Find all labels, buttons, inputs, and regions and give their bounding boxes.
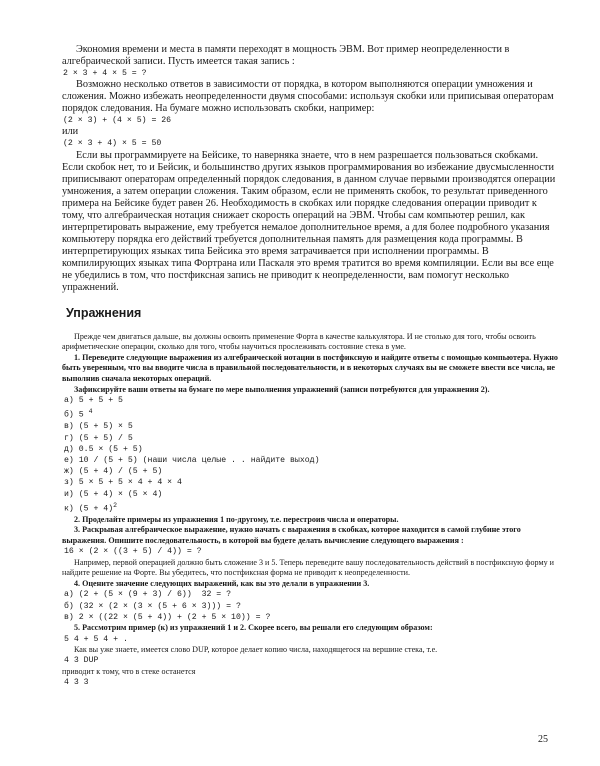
list-item: к) $(5 + 4)^2$: [64, 501, 118, 514]
exercise-5-code-dup: 4 3 DUP: [64, 656, 99, 666]
paragraph-economy: Экономия времени и места в памяти переходят в мощность ЭВМ. Вот пример неопределенности в алгебраической записи. Пусть имеется такая запись :: [62, 44, 510, 67]
list-item: в) 2 × ((22 × (5 + 4)) + (2 + 5 × 10)) = ?: [64, 612, 271, 622]
exercise-4: 4. Оцените значение следующих выражений, как вы это делали в упражнении 3.: [74, 578, 370, 588]
list-item: б) (32 × (2 × (3 × (5 + 6 × 3))) = ?: [64, 601, 241, 611]
list-item: з) 5 × 5 + 5 × 4 + 4 × 4: [64, 478, 182, 488]
list-item: ж) (5 + 4) / (5 + 5): [64, 467, 163, 477]
paragraph-order: Возможно несколько ответов в зависимости от порядка, в котором выполняются операции умножения и сложения. Можно избежать неопределенности двумя способами: используя скобки или приписывая операторам порядок следования. На бумаге можно использовать скобки, например:: [62, 79, 554, 115]
exercise-3-code: 16 × (2 × ((3 + 5) / 4)) = ?: [64, 547, 202, 557]
exercise-5-dup-note: Как вы уже знаете, имеется слово DUP, которое делает копию числа, находящегося на вершине стека, т.е.: [74, 644, 438, 654]
exercises-lead: Прежде чем двигаться дальше, вы должны освоить применение Форта в качестве калькулятора. И не столько для того, чтобы освоить арифметические операции, сколько для того, чтобы научиться прослеживать состояние стека в уме.: [62, 331, 536, 352]
exercise-5-code-stack: 4 3 3: [64, 678, 89, 688]
paragraph-basic: Если вы программируете на Бейсике, то наверняка знаете, что в нем разрешается пользоваться скобками. Если скобок нет, то и Бейсик, и большинство других языков программирования во избежание двусмысленности приписывают операторам определенный порядок следования, в данном случае первыми производятся операции умножения, а затем операции сложения. Таким образом, если не применять скобок, то результат приведенного примера на Бейсике будет равен 26. Необходимость в скобках или порядке следования операции приводит к тому, что алгебраическая нотация снижает скорость операций на ЭВМ. Чтобы сам компьютер решил, как интерпретировать выражение, ему требуется немалое дополнительное время, а для более подробного указания компьютеру порядка его действий требуется дополнительная память для размещения кода программы. В интерпретирующих языках типа Бейсика это время затрачивается при исполнении программы. В компилирующих языках типа Фортрана или Паскаля это время тратится во время компиляции. Если вы все еще не убедились в том, что постфиксная запись не приводит к неопределенности, вам помогут несколько упражнений.: [62, 149, 556, 293]
code-ambiguous: 2 × 3 + 4 × 5 = ?: [63, 69, 147, 78]
list-item: б) 5 $^4$: [64, 408, 93, 421]
exercise-1-text: 1. Переведите следующие выражения из алгебраической нотации в постфиксную и найдите ответы с помощью компьютера. Нужно быть уверенным, что вы вводите числа в правильной последовательности, и в некоторых случаях вы не сможете ввести все числа, не выполнив сначала некоторых операций.: [62, 352, 558, 383]
list-item: в) (5 + 5) × 5: [64, 422, 133, 432]
exercise-5-code: 5 4 + 5 4 + .: [64, 634, 128, 644]
exercise-5-result-note: приводит к тому, что в стеке останется: [62, 666, 196, 676]
section-heading: Упражнения: [66, 305, 142, 320]
exercise-1: [62, 353, 560, 385]
exercise-2: 2. Проделайте примеры из упражнения 1 по-другому, т.е. перестроив числа и операторы.: [74, 514, 399, 524]
list-item: г) (5 + 5) / 5: [64, 433, 133, 443]
exercise-5: 5. Рассмотрим пример (к) из упражнений 1 и 2. Скорее всего, вы решали его следующим образом:: [74, 623, 433, 633]
code-example-50: (2 × 3 + 4) × 5 = 50: [63, 139, 162, 149]
list-item: а) (2 + (5 × (9 + 3) / 6)) 32 = ?: [64, 590, 232, 600]
list-item: д) 0.5 × (5 + 5): [64, 444, 143, 454]
exercise-1-note: Зафиксируйте ваши ответы на бумаге по мере выполнения упражнений (записи потребуются для упражнения 2).: [74, 384, 490, 394]
text-or: или: [62, 126, 79, 138]
list-item: е) 10 / (5 + 5) (наши числа целые . . найдите выход): [64, 455, 320, 465]
code-example-26: (2 × 3) + (4 × 5) = 26: [63, 116, 172, 126]
list-item: а) 5 + 5 + 5: [64, 396, 123, 406]
exercise-3: 3. Раскрывая алгебраическое выражение, нужно начать с выражения в скобках, которое находится в самой глубине этого выражения. Опишите последовательность, в которой вы будете делать вычисление следующего выражения :: [62, 525, 521, 545]
exercise-1-list: [62, 395, 560, 515]
exercise-3-note: Например, первой операцией должно быть сложение 3 и 5. Теперь переведите вашу последовательность действий в постфиксную форму и найдите решение на Форте. Вы убедитесь, что постфиксная форма не приводит к неопределенности.: [62, 557, 554, 578]
page-number: 25: [538, 734, 548, 745]
list-item: и) (5 + 4) × (5 × 4): [64, 489, 163, 499]
